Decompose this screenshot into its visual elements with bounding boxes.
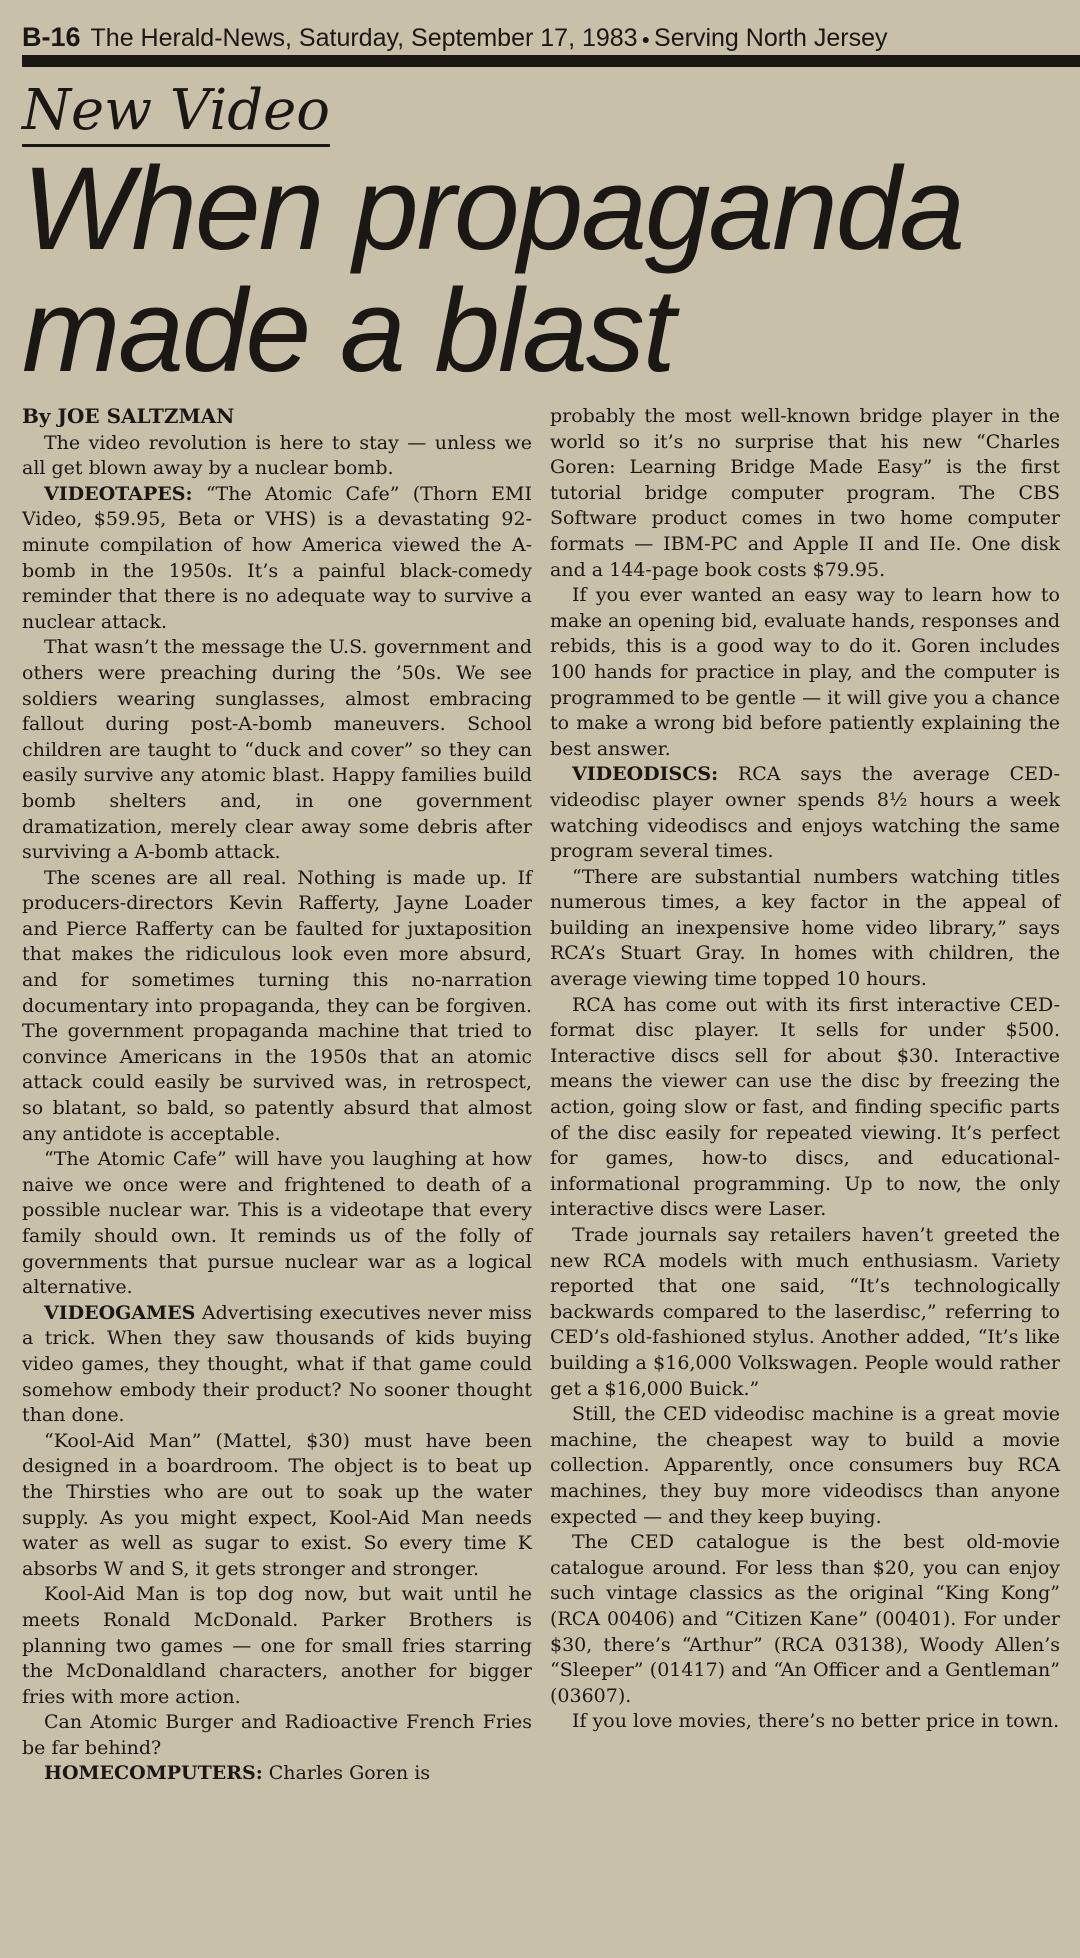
- article-paragraph: [550, 404, 1060, 583]
- paragraph-text: Trade journals say retailers haven’t greeted the new RCA models with much enthusiasm. Variety reported that one said, “It’s technologically backwards compared to the laserdisc,” referring to CED’s old-fashioned stylus. Another added, “It’s like building a $16,000 Volkswagen. People would rather get a $16,000 Buick.”: [550, 1224, 1060, 1400]
- article-paragraph: [22, 1710, 532, 1761]
- folio-tagline: Serving North Jersey: [654, 24, 888, 52]
- paragraph-text: Can Atomic Burger and Radioactive French Fries be far behind?: [22, 1711, 532, 1759]
- article-paragraph: [550, 993, 1060, 1223]
- article-paragraph: [550, 1709, 1060, 1735]
- section-lead: VIDEOTAPES:: [44, 482, 193, 505]
- left-paragraphs: [22, 431, 532, 1787]
- article-paragraph: [22, 866, 532, 1148]
- article-paragraph: [22, 431, 532, 482]
- page-number: B-16: [22, 22, 81, 52]
- section-lead: VIDEOGAMES: [44, 1301, 196, 1324]
- paragraph-text: The scenes are all real. Nothing is made up. If producers-directors Kevin Rafferty, Jayne Loader and Pierce Rafferty can be faulted for juxtaposition that makes the ridiculous look even more absurd, and for sometimes turning this no-narration documentary into propaganda, they can be forgiven. The government propaganda machine that tried to convince Americans in the 1950s that an atomic attack could easily be survived was, in retrospect, so blatant, so bald, so patently absurd that almost any antidote is acceptable.: [22, 866, 532, 1145]
- paragraph-text: RCA says the average CED-videodisc player owner spends 8½ hours a week watching videodiscs and enjoys watching the same program several times.: [550, 763, 1060, 863]
- paragraph-text: That wasn’t the message the U.S. government and others were preaching during the ’50s. We see soldiers wearing sunglasses, almost embracing fallout during post-A-bomb maneuvers. School children are taught to “duck and cover” so they can easily survive any atomic blast. Happy families build bomb shelters and, in one government dramatization, merely clear away some debris after surviving a A-bomb attack.: [22, 636, 532, 864]
- right-paragraphs: [550, 404, 1060, 1735]
- headline-line-1: When propaganda: [22, 143, 963, 275]
- header-rule: [22, 55, 1080, 67]
- article-paragraph: [22, 1147, 532, 1301]
- paragraph-text: “Kool-Aid Man” (Mattel, $30) must have been designed in a boardroom. The object is to beat up the Thirsties who are out to soak up the water supply. As you might expect, Kool-Aid Man needs water as well as sugar to exist. So every time K absorbs W and S, it gets stronger and stronger.: [22, 1429, 532, 1580]
- section-kicker: New Video: [22, 80, 330, 147]
- paragraph-text: Charles Goren is: [262, 1762, 431, 1785]
- article-paragraph: [550, 1402, 1060, 1530]
- paragraph-text: If you ever wanted an easy way to learn how to make an opening bid, evaluate hands, responses and rebids, this is a good way to do it. Goren includes 100 hands for practice in play, and the computer is programmed to be gentle — it will give you a chance to make a wrong bid before patiently explaining the best answer.: [550, 584, 1060, 760]
- paragraph-text: Still, the CED videodisc machine is a great movie machine, the cheapest way to build a movie collection. Apparently, once consumers buy RCA machines, they buy more videodiscs than anyone expected — and they keep buying.: [550, 1403, 1060, 1528]
- paragraph-text: RCA has come out with its first interactive CED-format disc player. It sells for under $500. Interactive discs sell for about $30. Interactive means the viewer can use the disc by freezing the action, going slow or fast, and finding specific parts of the disc easily for repeated viewing. It’s perfect for games, how-to discs, and educational-informational programming. Up to now, the only interactive discs were Laser.: [550, 993, 1060, 1221]
- headline-line-2: made a blast: [22, 265, 674, 397]
- section-lead: VIDEODISCS:: [572, 763, 719, 786]
- paragraph-text: Advertising executives never miss a trick. When they saw thousands of kids buying video games, they thought, what if that game could somehow embody their product? No sooner thought than done.: [22, 1301, 532, 1427]
- paragraph-text: “There are substantial numbers watching titles numerous times, a key factor in the appeal of building an inexpensive home video library,” says RCA’s Stuart Gray. In homes with children, the average viewing time topped 10 hours.: [550, 865, 1060, 991]
- article-paragraph: [22, 1761, 532, 1787]
- left-column: [22, 404, 532, 1787]
- article-paragraph: [22, 1301, 532, 1429]
- bullet-icon: ●: [641, 31, 651, 48]
- article-paragraph: [22, 1429, 532, 1583]
- headline: [22, 143, 1080, 397]
- article-paragraph: [22, 1582, 532, 1710]
- page-folio: [22, 22, 887, 53]
- byline: By JOE SALTZMAN: [22, 404, 235, 428]
- article-paragraph: [550, 762, 1060, 864]
- folio-text: The Herald-News, Saturday, September 17, 1983: [90, 24, 638, 52]
- paragraph-text: probably the most well-known bridge player in the world so it’s no surprise that his new “Charles Goren: Learning Bridge Made Easy” is the first tutorial bridge computer program. The CBS Software product comes in two home computer formats — IBM-PC and Apple II and IIe. One disk and a 144-page book costs $79.95.: [550, 405, 1060, 581]
- right-column: [550, 404, 1060, 1735]
- article-paragraph: [550, 583, 1060, 762]
- article-paragraph: [22, 635, 532, 865]
- paragraph-text: “The Atomic Cafe” (Thorn EMI Video, $59.95, Beta or VHS) is a devastating 92-minute compilation of how America viewed the A-bomb in the 1950s. It’s a painful black-comedy reminder that there is no adequate way to survive a nuclear attack.: [22, 482, 532, 633]
- article-paragraph: [22, 482, 532, 636]
- paragraph-text: Kool-Aid Man is top dog now, but wait until he meets Ronald McDonald. Parker Brothers is planning two games — one for small fries starring the McDonaldland characters, another for bigger fries with more action.: [22, 1583, 532, 1708]
- paragraph-text: “The Atomic Cafe” will have you laughing at how naive we once were and frightened to death of a possible nuclear war. This is a videotape that every family should own. It reminds us of the folly of governments that pursue nuclear war as a logical alternative.: [22, 1148, 532, 1299]
- article-paragraph: [550, 1223, 1060, 1402]
- section-lead: HOMECOMPUTERS:: [44, 1762, 263, 1785]
- paragraph-text: The CED catalogue is the best old-movie catalogue around. For less than $20, you can enjoy such vintage classics as the original “King Kong” (RCA 00406) and “Citizen Kane” (00401). For under $30, there’s “Arthur” (RCA 03138), Woody Allen’s “Sleeper” (01417) and “An Officer and a Gentleman” (03607).: [550, 1531, 1060, 1707]
- paragraph-text: The video revolution is here to stay — unless we all get blown away by a nuclear bomb.: [22, 431, 532, 480]
- article-paragraph: [550, 865, 1060, 993]
- paragraph-text: If you love movies, there’s no better price in town.: [572, 1710, 1060, 1733]
- article-paragraph: [550, 1530, 1060, 1709]
